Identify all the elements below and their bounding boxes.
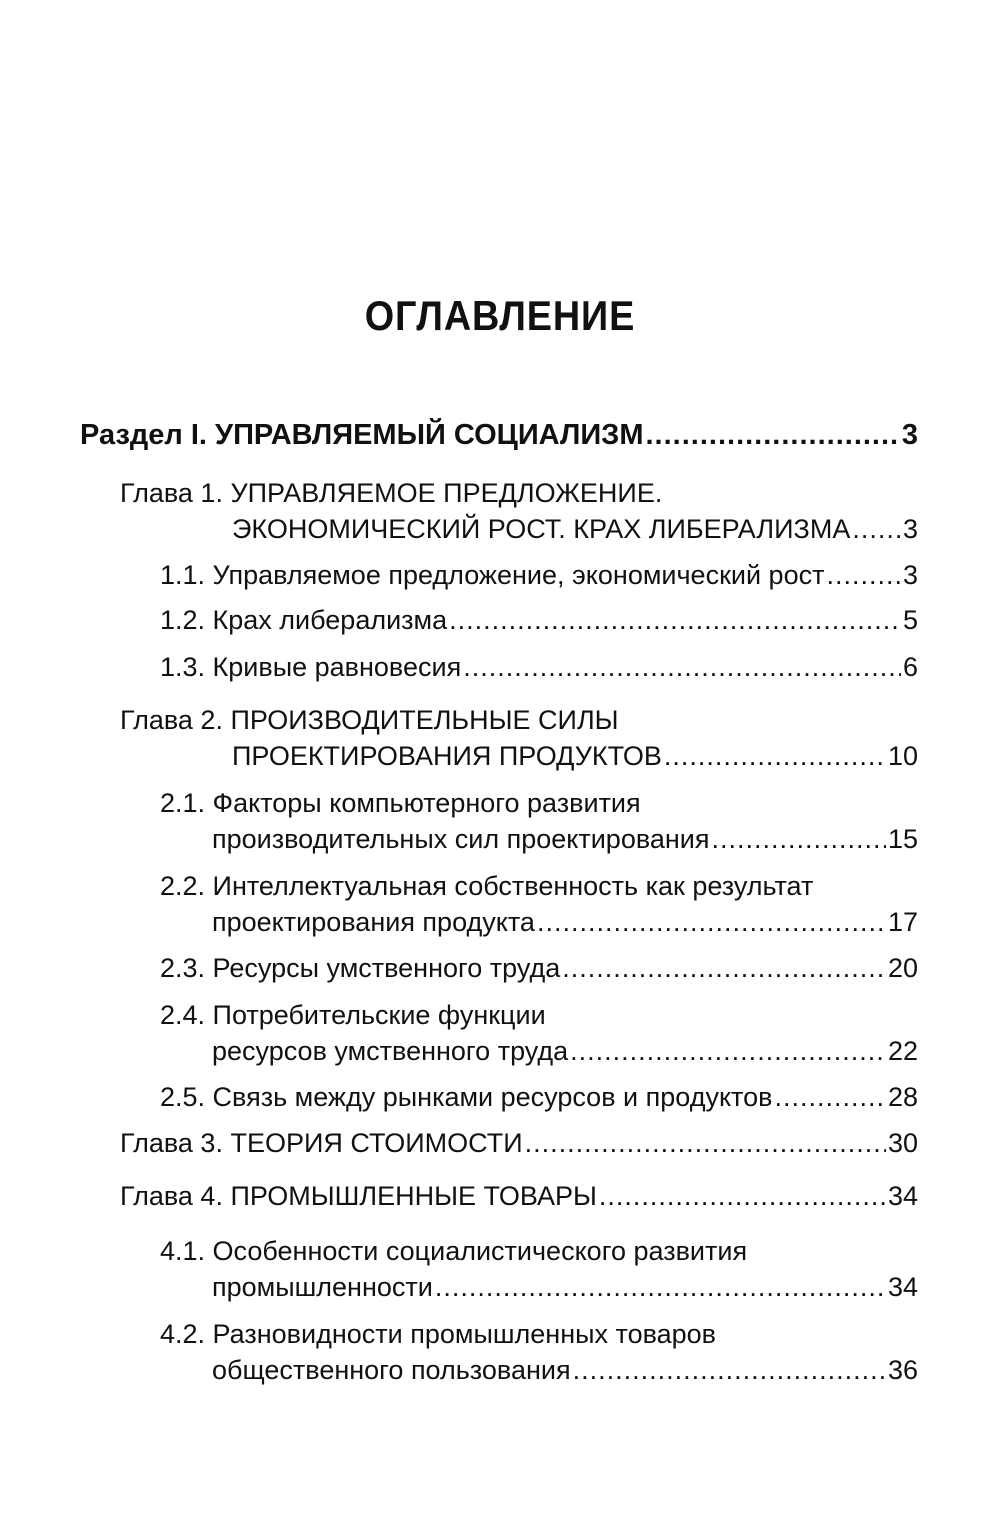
toc-entry-title: ресурсов умственного труда (212, 1036, 569, 1066)
toc-entry-line (160, 998, 546, 1032)
toc-entry-line (160, 786, 641, 820)
toc-dot-leader (664, 739, 886, 773)
toc-page-number: 22 (887, 1036, 918, 1066)
toc-entry-title: 4.1. Особенности социалистического развития (160, 1236, 748, 1266)
toc-dot-leader (463, 650, 901, 684)
toc-entry-title: 1.1. Управляемое предложение, экономический рост (160, 560, 825, 590)
toc-entry-line (160, 1234, 747, 1268)
toc-entry-title: 2.4. Потребительские функции (160, 1000, 546, 1030)
toc-page-number: 28 (887, 1082, 918, 1112)
toc-page-number: 3 (902, 560, 918, 590)
toc-entry-title: производительных сил проектирования (212, 824, 710, 854)
toc-entry-title: общественного пользования (212, 1355, 571, 1385)
toc-entry-line (212, 822, 918, 856)
toc-entry-line (212, 905, 918, 939)
toc-entry-title: Глава 2. ПРОИЗВОДИТЕЛЬНЫЕ СИЛЫ (120, 705, 619, 735)
toc-entry-title: 2.3. Ресурсы умственного труда (160, 953, 561, 983)
toc-entry-line (160, 1080, 918, 1114)
toc-dot-leader (570, 1034, 886, 1068)
toc-page-number: 3 (901, 419, 918, 451)
toc-entry-title: 4.2. Разновидности промышленных товаров (160, 1319, 717, 1349)
toc-entry-title: Глава 4. ПРОМЫШЛЕННЫЕ ТОВАРЫ (120, 1181, 597, 1211)
toc-entry-title: 2.1. Факторы компьютерного развития (160, 788, 641, 818)
toc-entry-line (160, 603, 918, 637)
toc-dot-leader (537, 905, 886, 939)
toc-page-number: 15 (887, 824, 918, 854)
toc-page-number: 30 (887, 1128, 918, 1158)
toc-entry-line (160, 951, 918, 985)
toc-page-number: 34 (887, 1272, 918, 1302)
toc-page-number: 6 (902, 652, 918, 682)
toc-dot-leader (562, 951, 886, 985)
toc-dot-leader (774, 1080, 885, 1114)
toc-entry-line (212, 1353, 918, 1387)
toc-entry-title: 2.2. Интеллектуальная собственность как результат (160, 871, 814, 901)
toc-entry-line (160, 869, 813, 903)
toc-page-number: 5 (902, 605, 918, 635)
toc-dot-leader (646, 418, 900, 452)
toc-entry-line (80, 418, 918, 452)
toc-page-number: 20 (887, 953, 918, 983)
toc-dot-leader (852, 512, 901, 546)
toc-page-number: 10 (887, 741, 918, 771)
toc-entry-title: 1.2. Крах либерализма (160, 605, 448, 635)
toc-entry-line (160, 650, 918, 684)
toc-entry-title: 2.5. Связь между рынками ресурсов и продуктов (160, 1082, 773, 1112)
toc-dot-leader (449, 603, 901, 637)
toc-dot-leader (826, 558, 901, 592)
toc-entry-line (160, 558, 918, 592)
toc-entry-title: проектирования продукта (212, 907, 535, 937)
toc-entry-title: 1.3. Кривые равновесия (160, 652, 462, 682)
toc-entry-line (120, 1179, 918, 1213)
toc-entry-line (120, 1126, 918, 1160)
toc-page-number: 36 (887, 1355, 918, 1385)
toc-entry-title: ЭКОНОМИЧЕСКИЙ РОСТ. КРАХ ЛИБЕРАЛИЗМА (232, 514, 851, 544)
toc-entry-line (212, 1270, 918, 1304)
toc-entry-line (160, 1317, 716, 1351)
toc-entry-line (232, 512, 918, 546)
toc-page-number: 17 (887, 907, 918, 937)
toc-entry-line (120, 703, 619, 737)
toc-dot-leader (599, 1179, 886, 1213)
toc-entry-title: Глава 1. УПРАВЛЯЕМОЕ ПРЕДЛОЖЕНИЕ. (120, 478, 663, 508)
toc-title: ОГЛАВЛЕНИЕ (364, 292, 636, 339)
toc-entry-line (232, 739, 918, 773)
toc-entry-title: промышленности (212, 1272, 433, 1302)
toc-entry-title: Глава 3. ТЕОРИЯ СТОИМОСТИ (120, 1128, 523, 1158)
toc-entry-line (120, 476, 662, 510)
toc-dot-leader (573, 1353, 886, 1387)
toc-entry-title: Раздел I. УПРАВЛЯЕМЫЙ СОЦИАЛИЗМ (80, 419, 644, 451)
toc-dot-leader (525, 1126, 886, 1160)
toc-page-number: 3 (902, 514, 918, 544)
toc-dot-leader (435, 1270, 886, 1304)
toc-page-number: 34 (887, 1181, 918, 1211)
toc-entry-title: ПРОЕКТИРОВАНИЯ ПРОДУКТОВ (232, 741, 662, 771)
toc-entry-line (212, 1034, 918, 1068)
toc-dot-leader (712, 822, 886, 856)
